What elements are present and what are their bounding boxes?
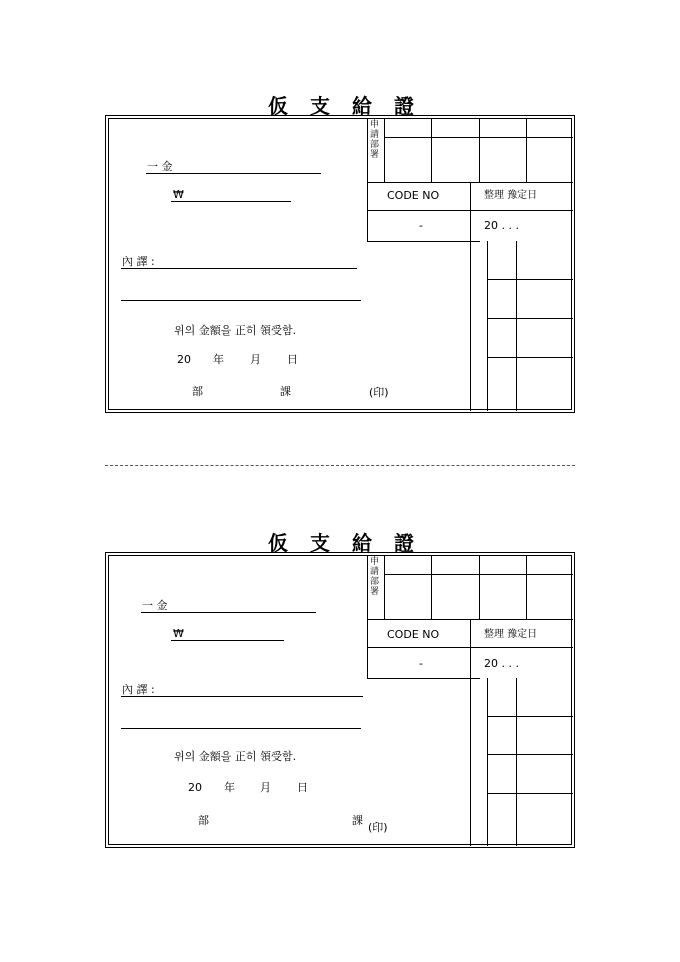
code-label: CODE NO bbox=[387, 189, 440, 202]
title-char: 支 bbox=[310, 94, 330, 118]
receipt-statement: 위의 金額을 正히 領受함. bbox=[174, 750, 297, 763]
date-day-unit: 日 bbox=[287, 353, 298, 366]
settle-date-value: 20 . . . bbox=[484, 657, 519, 670]
detail-line-2 bbox=[121, 300, 361, 301]
won-symbol: ₩ bbox=[173, 188, 184, 201]
voucher-form bbox=[105, 115, 575, 413]
sign-section: 課 bbox=[280, 385, 291, 398]
date-year: 20 bbox=[177, 353, 191, 366]
title-char: 仮 bbox=[268, 531, 288, 555]
date-year: 20 bbox=[188, 781, 202, 794]
won-symbol: ₩ bbox=[173, 627, 184, 640]
sign-dept: 部 bbox=[198, 814, 209, 827]
won-line bbox=[171, 640, 284, 641]
amount-line bbox=[141, 612, 316, 613]
date-month-unit: 月 bbox=[250, 353, 261, 366]
amount-label: 一 金 bbox=[147, 160, 173, 173]
title-char: 給 bbox=[352, 94, 372, 118]
date-month-unit: 月 bbox=[260, 781, 271, 794]
detail-line-1 bbox=[121, 696, 363, 697]
detail-label: 內 譯 : bbox=[122, 683, 155, 696]
sign-section: 課 bbox=[352, 814, 363, 827]
amount-label: 一 金 bbox=[142, 599, 168, 612]
date-year-unit: 年 bbox=[213, 353, 224, 366]
sign-dept: 部 bbox=[192, 385, 203, 398]
title-char: 給 bbox=[352, 531, 372, 555]
detail-line-1 bbox=[121, 268, 357, 269]
title-char: 證 bbox=[394, 94, 414, 118]
receipt-statement: 위의 金額을 正히 領受함. bbox=[174, 324, 297, 337]
title-char: 支 bbox=[310, 531, 330, 555]
title-char: 仮 bbox=[268, 94, 288, 118]
dept-label: 申 請 部 署 bbox=[370, 557, 380, 597]
won-line bbox=[171, 201, 291, 202]
form-inner-border bbox=[108, 118, 572, 410]
date-day-unit: 日 bbox=[297, 781, 308, 794]
form-inner-border bbox=[108, 555, 572, 845]
amount-line bbox=[146, 173, 321, 174]
settle-date-value: 20 . . . bbox=[484, 219, 519, 232]
code-value: - bbox=[419, 219, 423, 232]
date-year-unit: 年 bbox=[224, 781, 235, 794]
title-char: 證 bbox=[394, 531, 414, 555]
settle-date-label: 整理 豫定日 bbox=[484, 190, 538, 201]
seal-mark: (印) bbox=[369, 386, 389, 399]
voucher-form bbox=[105, 552, 575, 848]
code-label: CODE NO bbox=[387, 628, 440, 641]
settle-date-label: 整理 豫定日 bbox=[484, 629, 538, 640]
detail-line-2 bbox=[121, 728, 361, 729]
detail-label: 內 譯 : bbox=[122, 255, 155, 268]
dept-label: 申 請 部 署 bbox=[370, 120, 380, 160]
seal-mark: (印) bbox=[368, 821, 388, 834]
cut-line bbox=[105, 465, 575, 466]
code-value: - bbox=[419, 657, 423, 670]
